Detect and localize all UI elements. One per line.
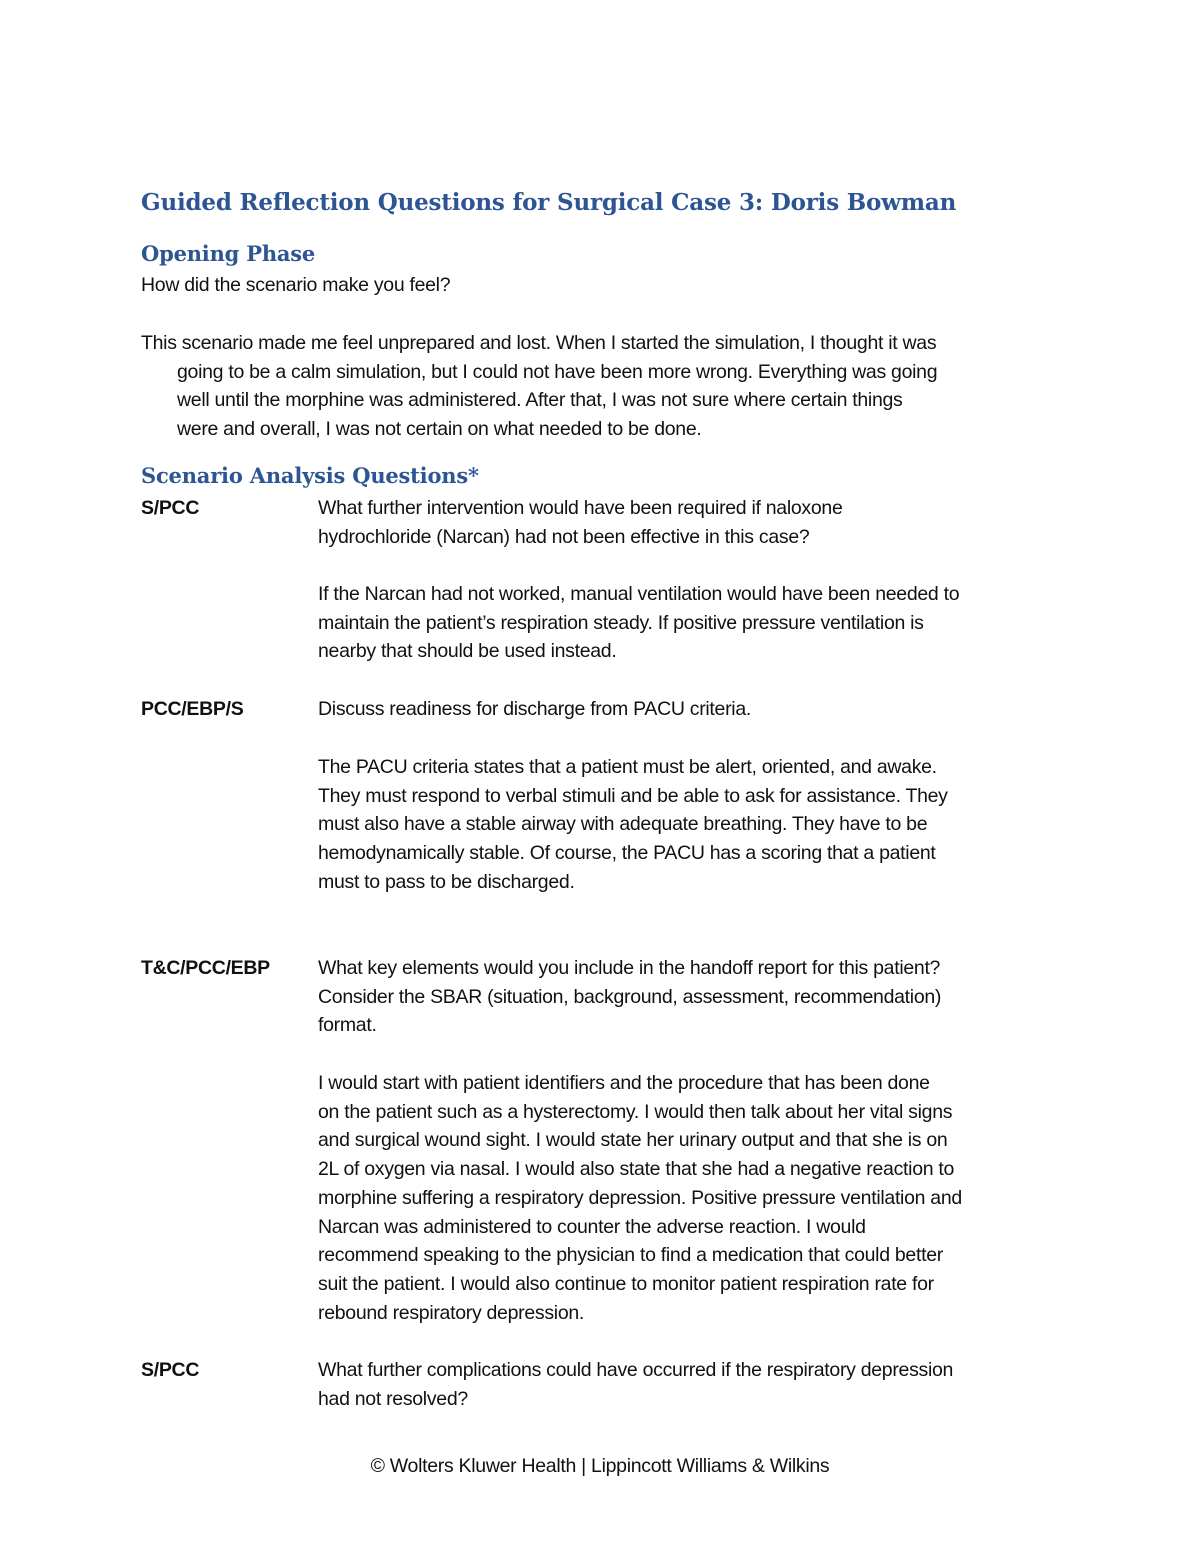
answer-line: must to pass to be discharged.: [318, 870, 575, 893]
question-line: hydrochloride (Narcan) had not been effective in this case?: [318, 525, 810, 548]
question-block: [318, 494, 1078, 551]
question-block: [318, 954, 1078, 1040]
answer-line: nearby that should be used instead.: [318, 640, 617, 663]
answer-line: 2L of oxygen via nasal. I would also state that she had a negative reaction to: [318, 1158, 955, 1181]
answer-block: [318, 580, 1078, 666]
answer-line: maintain the patient’s respiration steady. If positive pressure ventilation is: [318, 611, 924, 634]
question-block: [318, 1356, 1078, 1413]
answer-line: The PACU criteria states that a patient must be alert, oriented, and awake.: [318, 756, 937, 778]
question-line: What further intervention would have been required if naloxone: [318, 497, 843, 519]
answer-line: hemodynamically stable. Of course, the PACU has a scoring that a patient: [318, 842, 936, 865]
document-title: Guided Reflection Questions for Surgical Case 3: Doris Bowman: [141, 189, 957, 216]
answer-line: I would start with patient identifiers and the procedure that has been done: [318, 1072, 930, 1094]
question-line: Consider the SBAR (situation, background, assessment, recommendation): [318, 985, 942, 1008]
answer-line: This scenario made me feel unprepared and lost. When I started the simulation, I thought it was: [141, 332, 937, 354]
question-line: format.: [318, 1014, 377, 1037]
competency-code: S/PCC: [141, 497, 200, 519]
question-line: had not resolved?: [318, 1387, 468, 1410]
opening-phase-question: How did the scenario make you feel?: [141, 274, 451, 296]
answer-line: and surgical wound sight. I would state her urinary output and that she is on: [318, 1129, 948, 1152]
answer-block: [318, 753, 1078, 897]
competency-code: PCC/EBP/S: [141, 698, 244, 720]
answer-block: [318, 1069, 1078, 1327]
answer-line: were and overall, I was not certain on what needed to be done.: [177, 418, 702, 441]
answer-line: rebound respiratory depression.: [318, 1301, 585, 1324]
opening-phase-heading: Opening Phase: [141, 241, 316, 266]
answer-line: If the Narcan had not worked, manual ventilation would have been needed to: [318, 583, 960, 605]
answer-line: morphine suffering a respiratory depression. Positive pressure ventilation and: [318, 1186, 962, 1209]
competency-code: S/PCC: [141, 1359, 200, 1381]
answer-line: Narcan was administered to counter the adverse reaction. I would: [318, 1215, 866, 1238]
page-footer: © Wolters Kluwer Health | Lippincott Williams & Wilkins: [370, 1455, 830, 1477]
answer-line: suit the patient. I would also continue to monitor patient respiration rate for: [318, 1272, 934, 1295]
answer-line: They must respond to verbal stimuli and be able to ask for assistance. They: [318, 784, 948, 807]
answer-line: well until the morphine was administered. After that, I was not sure where certain things: [177, 389, 903, 412]
competency-code: T&C/PCC/EBP: [141, 957, 270, 979]
answer-line: must also have a stable airway with adequate breathing. They have to be: [318, 813, 928, 836]
question-line: Discuss readiness for discharge from PACU criteria.: [318, 698, 751, 720]
question-block: [318, 695, 1078, 724]
opening-phase-answer: [141, 329, 1071, 444]
answer-line: going to be a calm simulation, but I could not have been more wrong. Everything was going: [177, 360, 938, 383]
answer-line: on the patient such as a hysterectomy. I would then talk about her vital signs: [318, 1100, 953, 1123]
question-line: What further complications could have occurred if the respiratory depression: [318, 1359, 954, 1381]
question-line: What key elements would you include in the handoff report for this patient?: [318, 957, 941, 979]
scenario-analysis-heading: Scenario Analysis Questions*: [141, 463, 479, 488]
answer-line: recommend speaking to the physician to find a medication that could better: [318, 1244, 943, 1267]
